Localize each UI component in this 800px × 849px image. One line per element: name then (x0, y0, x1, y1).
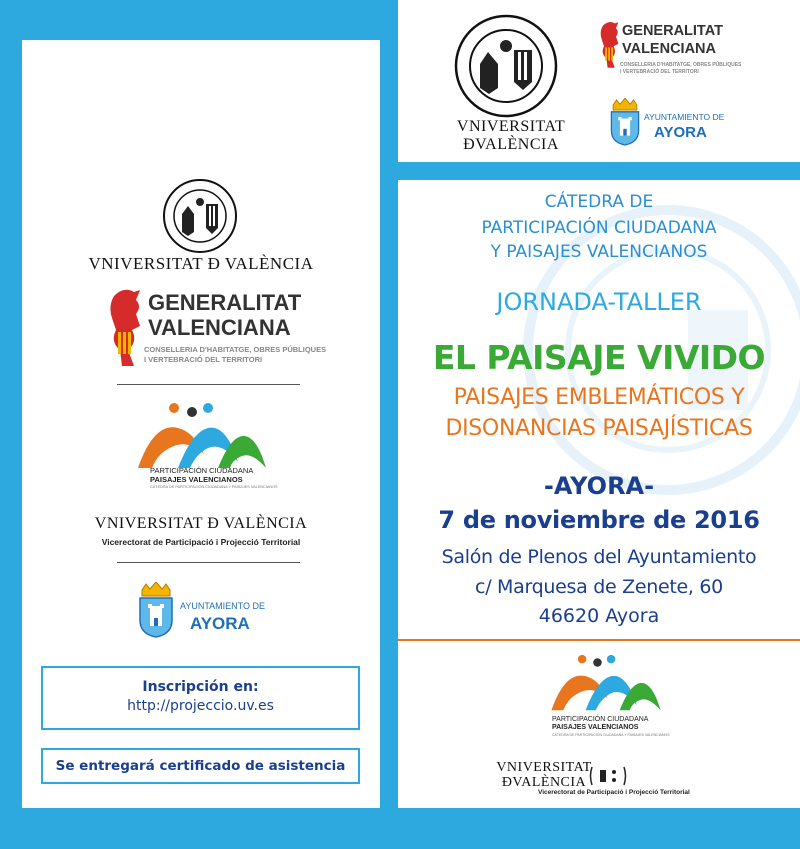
gv-small-sub-line1: CONSELLERIA D'HABITATGE, OBRES PÚBLIQUES (620, 62, 742, 68)
uv-vice-sub: Vicerectorat de Participació i Projecció Territorial (101, 537, 301, 547)
inscription-box (41, 666, 360, 730)
left-panel (22, 40, 380, 808)
inscription-link[interactable]: http://projeccio.uv.es (127, 698, 274, 714)
pc-landscape-logo (134, 402, 270, 470)
ayora-town: AYORA (190, 614, 250, 633)
ayora-small-label: AYUNTAMIENTO DE (644, 112, 725, 122)
gv-dragon-icon (106, 286, 146, 370)
subtitle-line1: PAISAJES EMBLEMÁTICOS Y (453, 385, 745, 410)
gv-sub-line1: CONSELLERIA D'HABITATGE, OBRES PÚBLIQUES (144, 345, 327, 354)
ayora-coat-of-arms-icon (136, 582, 176, 638)
uv-seal-large-logo (454, 14, 558, 118)
event-town: -AYORA- (543, 472, 655, 500)
event-title: EL PAISAJE VIVIDO (432, 338, 766, 377)
chair-line3: Y PAISAJES VALENCIANOS (490, 242, 708, 262)
event-panel (398, 180, 800, 808)
orange-divider (398, 639, 800, 641)
uv-name-line1: VNIVERSITAT (456, 118, 566, 135)
chair-line1: CÁTEDRA DE (544, 192, 654, 212)
logo-divider-1 (117, 384, 300, 385)
subtitle-line2: DISONANCIAS PAISAJÍSTICAS (445, 416, 753, 441)
certificate-text: Se entregará certificado de asistencia (55, 758, 346, 774)
uv-main-name-line1: VNIVERSITAT (496, 760, 592, 775)
chair-line2: PARTICIPACIÓN CIUDADANA (481, 218, 717, 238)
certificate-box (41, 748, 360, 784)
uv-seal-logo (162, 178, 238, 254)
inscription-label: Inscripción en: (142, 679, 259, 695)
top-right-logo-panel (398, 0, 800, 162)
gv-small-name-line1: GENERALITAT (622, 23, 723, 39)
uv-emblem-icon (588, 763, 628, 789)
gv-name-line1: GENERALITAT (148, 290, 302, 315)
event-venue: Salón de Plenos del Ayuntamiento (441, 546, 757, 568)
pc-line2: PAISAJES VALENCIANOS (150, 475, 243, 484)
pc-main-line1: PARTICIPACIÓN CIUDADANA (552, 716, 649, 723)
uv-name: VNIVERSITAT Ð VALÈNCIA (88, 254, 314, 273)
event-street: c/ Marquesa de Zenete, 60 (475, 576, 723, 598)
gv-small-name-line2: VALENCIANA (622, 41, 716, 57)
ayora-small-town: AYORA (654, 124, 707, 141)
pc-main-line2: PAISAJES VALENCIANOS (552, 724, 639, 731)
pc-main-line3: CÁTEDRA DE PARTICIPACIÓN CIUDADANA Y PAISAJES VALENCIANOS (552, 733, 670, 737)
pc-landscape-logo-main (548, 654, 664, 712)
pc-line1: PARTICIPACIÓN CIUDADANA (150, 466, 254, 475)
uv-main-vice-sub: Vicerectorat de Participació i Projecció Territorial (538, 789, 690, 796)
logo-divider-2 (117, 562, 300, 563)
uv-seal-large-graphic (454, 14, 558, 118)
event-date: 7 de noviembre de 2016 (438, 506, 760, 534)
uv-vice-name: VNIVERSITAT Ð VALÈNCIA (94, 515, 308, 532)
uv-name-line2: ÐVALÈNCIA (463, 136, 559, 153)
pc-line3: CÁTEDRA DE PARTICIPACIÓN CIUDADANA Y PAISAJES VALENCIANOS (150, 485, 278, 489)
gv-name-line2: VALENCIANA (148, 315, 291, 340)
gv-small-sub-line2: I VERTEBRACIÓ DEL TERRITORI (620, 69, 699, 75)
uv-seal-graphic (162, 178, 238, 254)
event-type: JORNADA-TALLER (496, 288, 702, 316)
gv-sub-line2: I VERTEBRACIÓ DEL TERRITORI (144, 355, 263, 364)
ayora-coat-of-arms-small-icon (608, 98, 642, 146)
ayora-label: AYUNTAMIENTO DE (180, 601, 266, 611)
gv-dragon-small-icon (598, 18, 622, 72)
uv-main-name-line2: ÐVALÈNCIA (501, 775, 587, 790)
event-postcode-city: 46620 Ayora (538, 605, 660, 627)
